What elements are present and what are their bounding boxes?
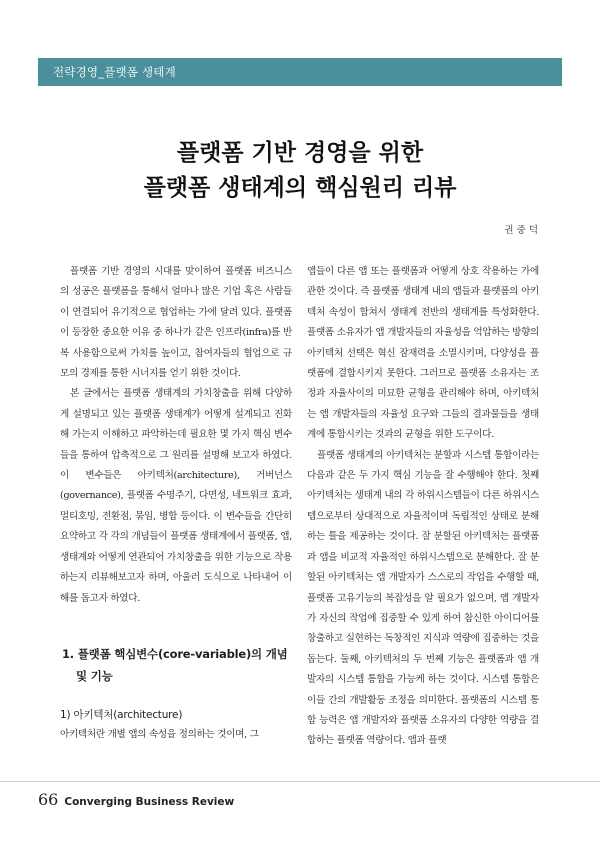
title-line-2: 플랫폼 생태계의 핵심원리 리뷰 xyxy=(143,175,457,201)
page-number: 66 xyxy=(38,790,59,809)
section-heading-line-1: 1. 플랫폼 핵심변수(core-variable)의 개념 xyxy=(62,646,288,661)
journal-name: Converging Business Review xyxy=(64,796,235,808)
right-column xyxy=(307,262,539,752)
body-paragraph: 플랫폼 생태계의 아키텍처는 분할과 시스템 통합이라는 다음과 같은 두 가지 핵심 기능을 잘 수행해야 한다. 첫째 아키텍처는 생태계 내의 각 하위시스템들이 다른 하위시스템으로부터 상대적으로 자율적이며 독립적인 상태로 분해하는 틀을 제공하는 것이다. 잘 분할된 아키텍처는 플랫폼과 앱을 비교적 자율적인 하위시스템으로 분해한다. 잘 분할된 아키텍처는 앱 개발자가 스스로의 작업을 수행할 때, 플랫폼 고유기능의 복잡성을 알 필요가 없으며, 앱 개발자가 자신의 작업에 집중할 수 있게 하여 참신한 아이디어를 창출하고 실현하는 독창적인 지식과 역량에 집중하는 것을 돕는다. 둘째, 아키텍처의 두 번째 기능은 플랫폼과 앱 개발자의 시스템 통합을 가능케 하는 것이다. 시스템 통합은 이들 간의 개발활동 조정을 의미한다. 플랫폼의 시스템 통합 능력은 앱 개발자와 플랫폼 소유자의 다양한 역량을 결합하는 플랫폼 역량이다. 앱과 플랫 xyxy=(307,449,539,747)
section-heading-line-2: 및 기능 xyxy=(76,668,113,683)
title-line-1: 플랫폼 기반 경영을 위한 xyxy=(176,140,424,166)
body-paragraph: 아키텍처란 개별 앱의 속성을 정의하는 것이며, 그 xyxy=(60,728,259,740)
footer-divider xyxy=(0,781,600,782)
article-title xyxy=(38,136,562,206)
category-header-bar xyxy=(38,58,562,86)
body-paragraph: 앱들이 다른 앱 또는 플랫폼과 어떻게 상호 작용하는 가에 관한 것이다. 즉 플랫폼 생태계 내의 앱들과 플랫폼의 아키텍처 속성이 합쳐서 생태계 전반의 생태계를 특성화한다. 플랫폼 소유자가 앱 개발자들의 자율성을 억압하는 방향의 아키텍처 선택은 혁신 잠재력을 소멸시키며, 다양성을 플랫폼에 결합시키지 못한다. 그러므로 플랫폼 소유자는 조정과 자율사이의 미묘한 균형을 관리해야 하며, 아키텍처는 앱 개발자들의 자율성 요구와 그들의 결과물들을 생태계에 통합시키는 것과의 균형을 위한 도구이다. xyxy=(307,266,539,441)
left-column xyxy=(60,262,292,745)
author-name: 권 중 덕 xyxy=(504,225,538,236)
page-footer xyxy=(38,790,234,809)
body-paragraph: 본 글에서는 플랫폼 생태계의 가치창출을 위해 다양하게 설명되고 있는 플랫폼 생태계가 어떻게 설계되고 진화해 가는지 이해하고 파악하는데 필요한 몇 가지 핵심 변수들을 통하여 압축적으로 그 원리를 설명해 보고자 하였다. 이 변수들은 아키텍처(architecture), 거버넌스(governance), 플랫폼 수명주기, 다면성, 네트워크 효과, 멀티호밍, 전환점, 묶임, 병합 등이다. 이 변수들을 간단히 요약하고 각 각의 개념들이 플랫폼 생태계에서 플랫폼, 앱, 생태계와 어떻게 연관되어 가치창출을 위한 기능으로 작용하는지 리뷰해보고자 하며, 아울러 도식으로 나타내어 이해를 돕고자 하였다. xyxy=(60,388,292,604)
body-paragraph: 플랫폼 기반 경영의 시대를 맞이하여 플랫폼 비즈니스의 성공은 플랫폼을 통해서 얼마나 많은 기업 혹은 사람들이 연결되어 유기적으로 협업하는 가에 달려 있다. 플랫폼이 등장한 중요한 이유 중 하나가 같은 인프라(infra)를 반복 사용함으로써 가치를 높이고, 참여자들의 협업으로 규모의 경제를 통한 시너지를 얻기 위한 것이다. xyxy=(60,266,292,380)
section-heading xyxy=(60,643,292,687)
subsection-heading: 1) 아키텍처(architecture) xyxy=(60,708,183,721)
category-label: 전략경영_플랫폼 생태계 xyxy=(53,65,176,79)
